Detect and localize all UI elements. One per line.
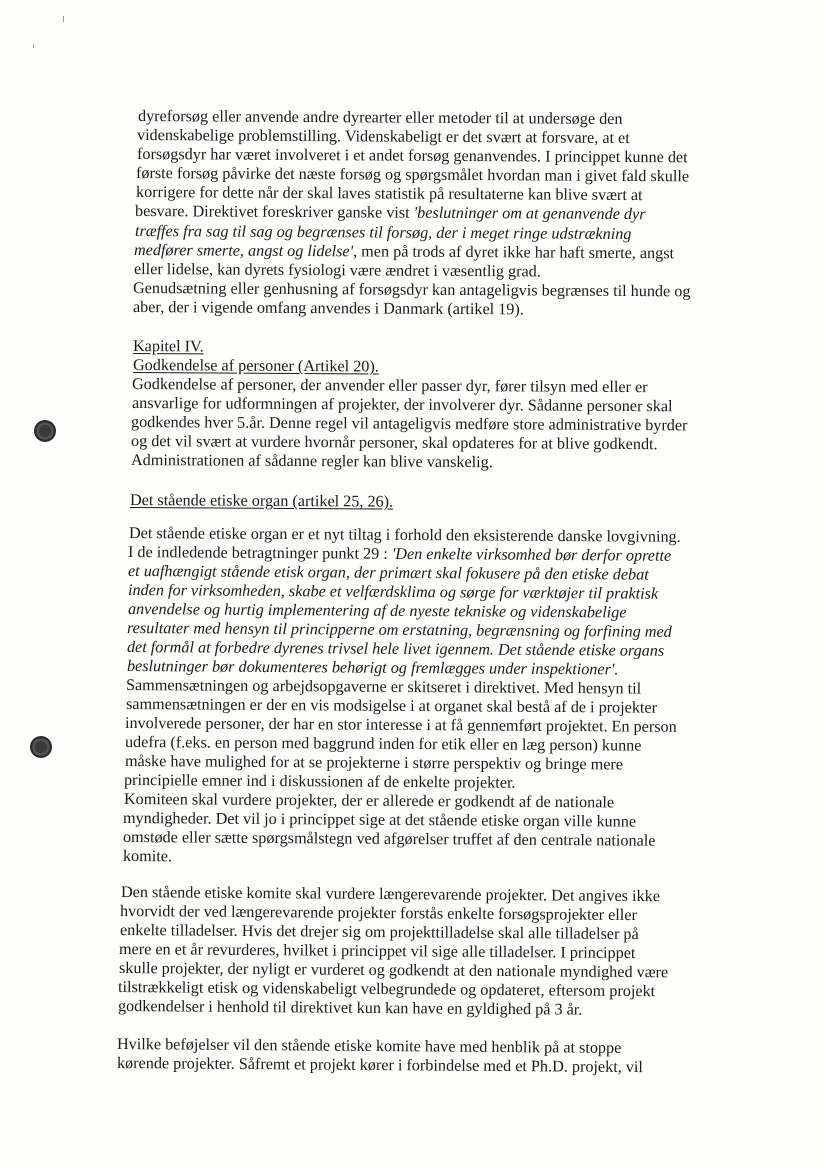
text-line: hvorvidt der ved længerevarende projekter forstås enkelte forsøgsprojekter eller — [119, 902, 637, 925]
text-line — [127, 638, 664, 660]
text-line — [135, 202, 646, 223]
quote-span: resultater med hensyn til principperne om erstatning, begrænsning og forfining med — [126, 619, 672, 641]
quote-span: medfører smerte, angst og lidelse' — [133, 241, 354, 261]
text-span: besvare. Direktivet foreskriver ganske vist — [134, 202, 414, 222]
quote-span: det formål at forbedre dyrenes trivsel hele livet igennem. Det stående etiske organs — [126, 638, 665, 660]
text-line: Hvilke beføjelser vil den stående etiske komite have med henblik på at stoppe — [116, 1035, 622, 1057]
text-line: Komiteen skal vurdere projekter, der er allerede er godkendt af de nationale — [123, 790, 615, 812]
text-line: Genudsætning eller genhusning af forsøgsdyr kan antageligvis begrænses til hunde og — [132, 279, 691, 301]
punch-hole-icon — [34, 420, 56, 442]
quote-span: et uafhængigt stående etisk organ, der primært skal fokusere på den etiske debat — [127, 562, 649, 584]
quote-span: anvendelse og hurtig implementering af de nyeste tekniske og videnskabelige — [127, 600, 627, 622]
text-line: korrigere for dette når der skal laves statistik på resultaterne kan blive svært at — [135, 183, 643, 205]
text-line: første forsøg påvirke det næste forsøg og spørgsmålet hvordan man i givet fald skulle — [135, 164, 690, 186]
quote-span: beslutninger bør dokumenteres behørigt og fremlægges under inspektioner'. — [126, 657, 619, 679]
scan-speck — [63, 16, 64, 22]
chapter-heading: Kapitel IV. — [132, 337, 204, 356]
text-line: godkendes hver 5.år. Denne regel vil antageligvis medføre store administrative byrder — [130, 413, 688, 435]
text-line: ansvarlige for udformningen af projekter, der involverer dyr. Sådanne personer skal — [131, 394, 673, 416]
text-line: principielle emner ind i diskussionen af de enkelte projekter. — [123, 771, 516, 792]
text-line — [127, 657, 619, 678]
quote-span: 'Den enkelte virksomhed bør derfor oprette — [391, 544, 672, 565]
text-line: dyreforsøg eller anvende andre dyrearter eller metoder til at undersøge den — [137, 107, 623, 128]
text-line: Den stående etiske komite skal vurdere længerevarende projekter. Det angives ikke — [120, 883, 660, 906]
text-line: måske have mulighed for at se projekterne i større perspektiv og bringe mere — [124, 752, 624, 774]
text-line — [128, 543, 671, 565]
text-line — [135, 222, 632, 243]
text-line: videnskabelige problemstilling. Videnskabeligt er det svært at forsvare, at et — [136, 126, 630, 148]
text-line — [128, 562, 649, 584]
quote-span: 'beslutninger om at genanvende dyr — [413, 203, 646, 224]
text-line: skulle projekter, der nyligt er vurderet og godkendt at den nationale myndighed være — [118, 959, 669, 982]
text-line: kørende projekter. Såfremt et projekt kører i forbindelse med et Ph.D. projekt, vil — [116, 1054, 644, 1077]
text-line: Det stående etiske organ er et nyt tiltag i forhold den eksisterende danske lovgivning. — [128, 524, 681, 546]
text-line: og det vil svært at vurdere hvornår personer, skal opdateres for at blive godkendt. — [130, 432, 658, 454]
text-line: Administrationen af sådanne regler kan blive vanskelig. — [130, 451, 493, 472]
text-line: Sammensætningen og arbejdsopgaverne er skitseret i direktivet. Med hensyn til — [125, 676, 642, 698]
text-line: tilstrækkeligt etisk og videnskabeligt velbegrundede og opdateret, eftersom projekt — [117, 978, 656, 1001]
section-heading: Godkendelse af personer (Artikel 20). — [132, 356, 379, 376]
text-line: Godkendelse af personer, der anvender eller passer dyr, fører tilsyn med eller er — [131, 375, 648, 397]
text-line: komite. — [122, 847, 173, 866]
text-line: aber, der i vigende omfang anvendes i Danmark (artikel 19). — [132, 298, 524, 319]
punch-hole-icon — [30, 736, 52, 758]
text-line — [134, 241, 674, 262]
text-line: involverede personer, der har en stor interesse i at få gennemført projektet. En person — [124, 714, 677, 736]
text-line: enkelte tilladelser. Hvis det drejer sig om projekttilladelse skal alle tilladelser på — [119, 921, 639, 944]
text-line — [128, 600, 627, 621]
text-line: myndigheder. Det vil jo i princippet sige at det stående etiske organ ville kunne — [122, 809, 637, 831]
scan-speck — [33, 44, 34, 48]
text-line: forsøgsdyr har været involveret i et andet forsøg genanvendes. I princippet kunne det — [136, 145, 688, 167]
quote-span: træffes fra sag til sag og begrænses til forsøg, der i meget ringe udstrækning — [134, 222, 632, 244]
text-line: sammensætningen er der en vis modsigelse i at organet skal bestå af de i projekter — [125, 695, 658, 717]
text-line: mere en et år revurderes, hvilket i princippet vil sige alle tilladelser. I princippet — [118, 940, 636, 963]
text-line: eller lidelse, kan dyrets fysiologi være ændret i væsentlig grad. — [133, 260, 541, 281]
text-line — [128, 581, 658, 603]
text-span: , men på trods af dyret ikke har haft smerte, angst — [353, 242, 675, 263]
text-line: udefra (f.eks. en person med baggrund inden for etik eller en læg person) kunne — [124, 733, 642, 755]
text-span: I de indledende betragtninger punkt 29 : — [127, 543, 392, 563]
quote-span: inden for virksomheden, skabe et velfærdsklima og sørge for værktøjer til praktisk — [127, 581, 659, 603]
section-heading: Det stående etiske organ (artikel 25, 26). — [129, 491, 394, 511]
text-line: omstøde eller sætte spørgsmålstegn ved afgørelser truffet af den centrale nationale — [122, 828, 656, 850]
text-line — [127, 619, 672, 641]
text-line: godkendelser i henhold til direktivet kun kan have en gyldighed på 3 år. — [117, 997, 583, 1019]
